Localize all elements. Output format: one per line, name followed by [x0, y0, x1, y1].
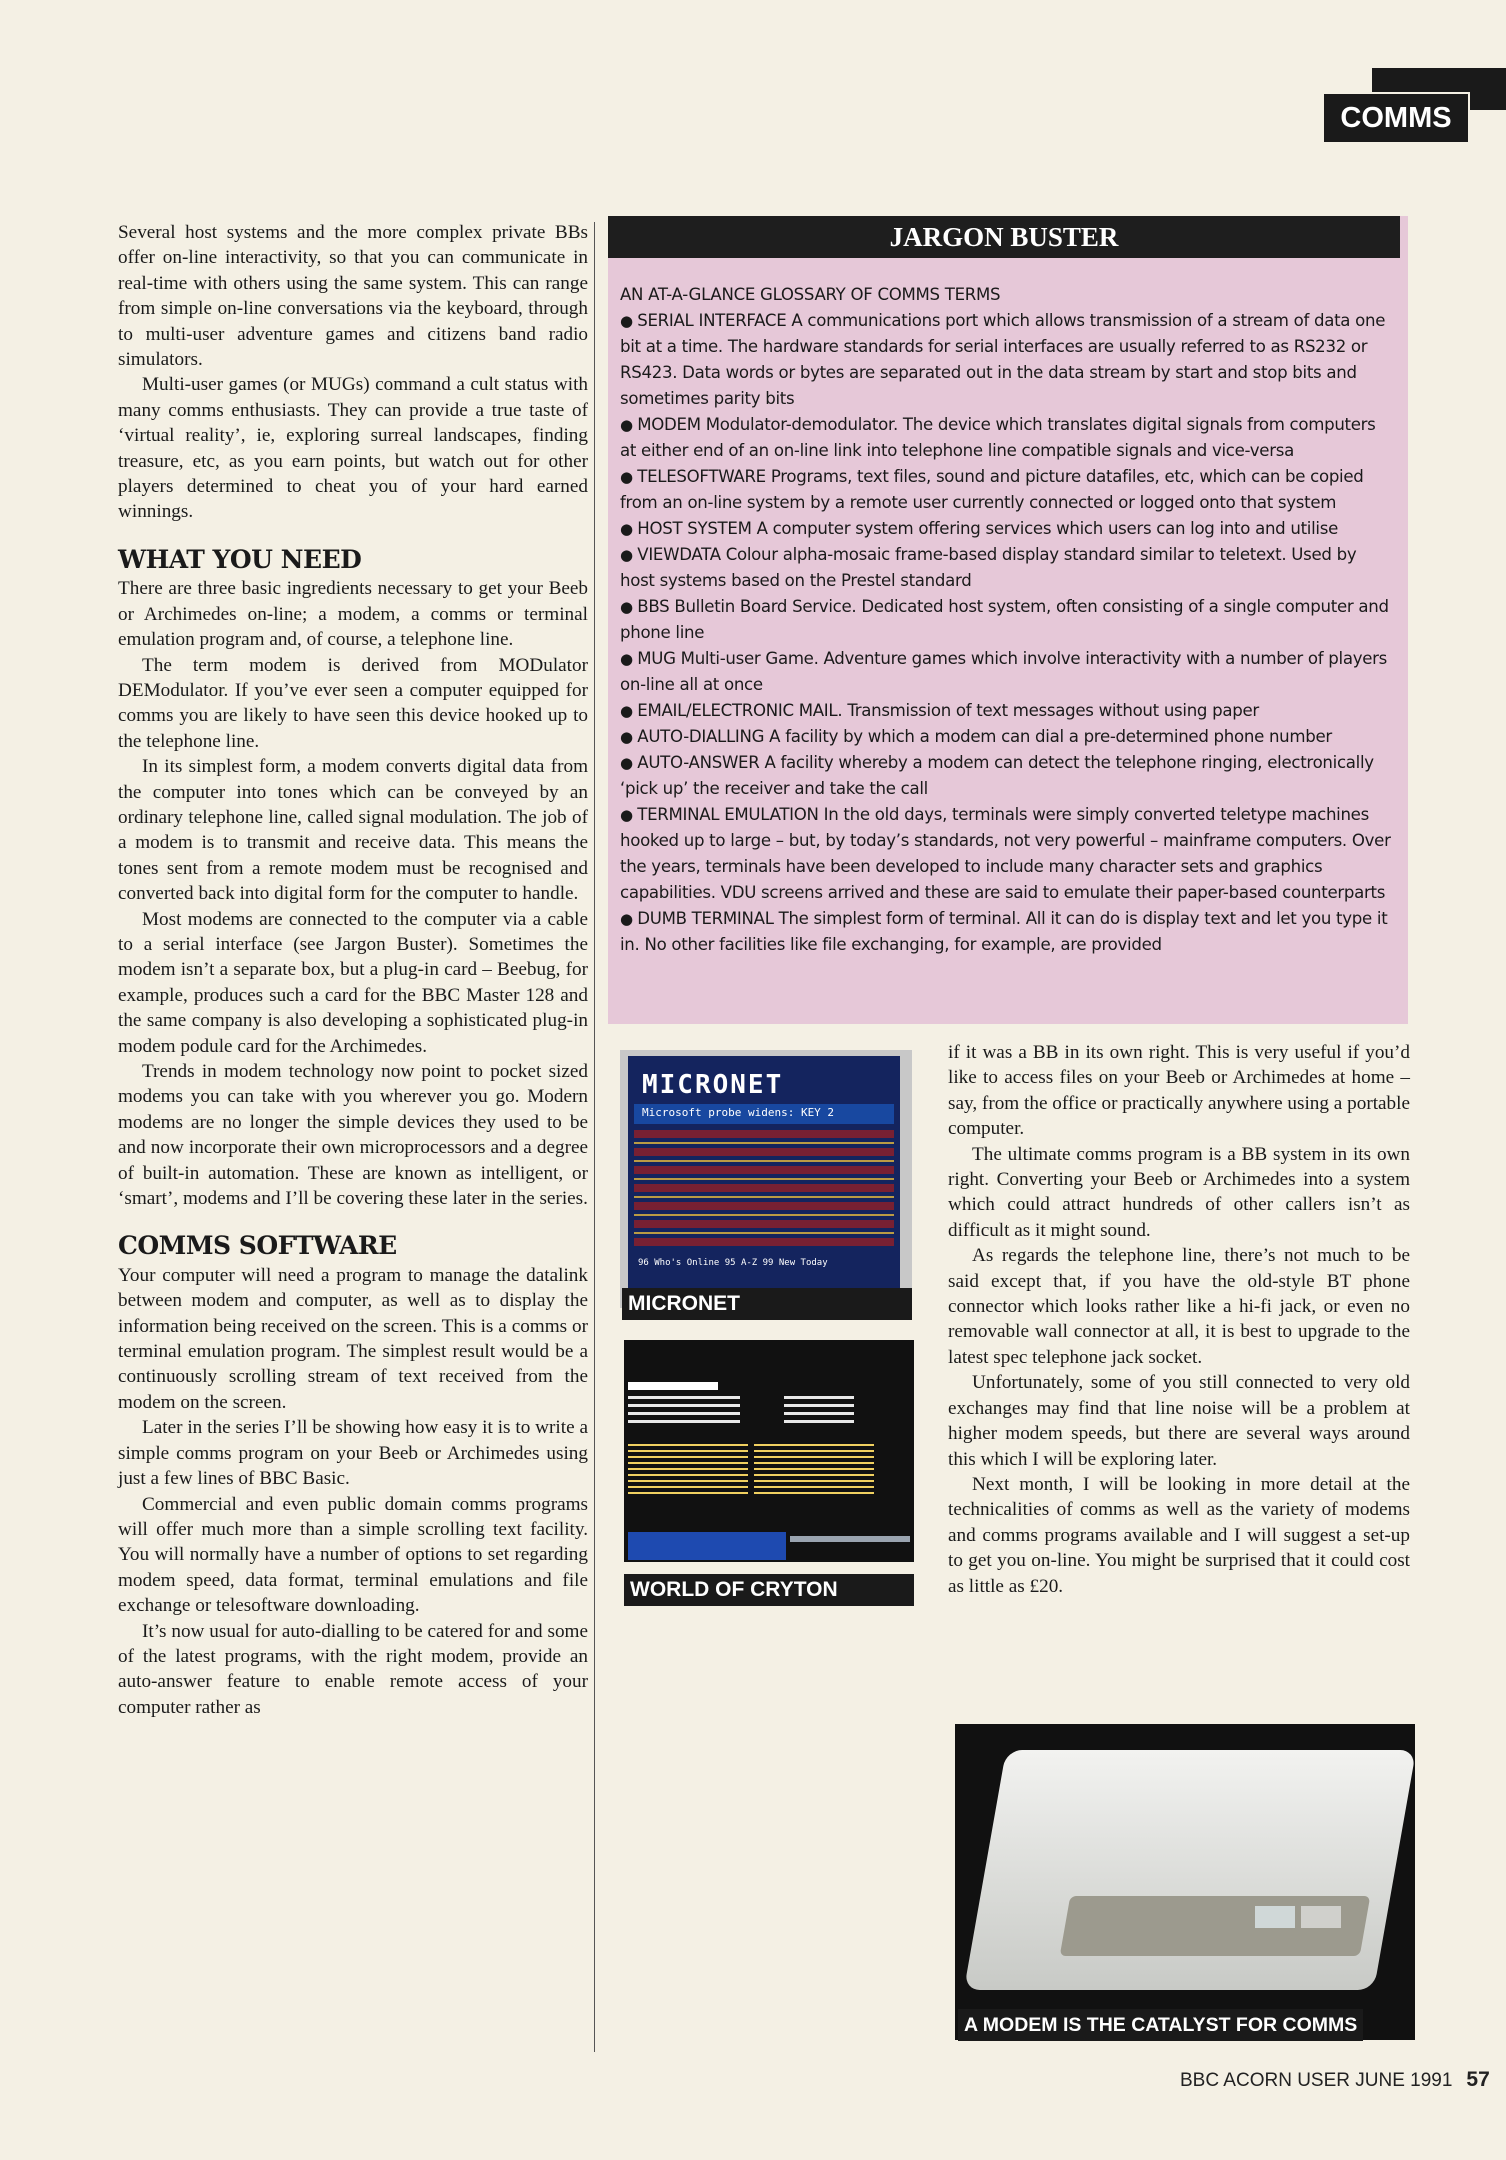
- paragraph: Multi-user games (or MUGs) command a cult status with many comms enthusiasts. They can provide a true taste of ‘virtual reality’, ie, exploring surreal landscapes, finding treasure, etc, as you earn points, but watch out for other players determined to cheat you of your hard earned winnings.: [118, 374, 588, 523]
- glossary-item: [620, 802, 1395, 906]
- bullet-icon: ●: [620, 910, 638, 928]
- glossary-term: AUTO-ANSWER: [637, 753, 765, 772]
- glossary-term: AUTO-DIALLING: [637, 727, 770, 746]
- modem-caption: A MODEM IS THE CATALYST FOR COMMS: [958, 2009, 1363, 2041]
- jargon-buster-body: [620, 282, 1395, 958]
- glossary-definition: A facility whereby a modem can detect the telephone ringing, electronically ‘pick up’ the receiver and take the call: [620, 753, 1374, 798]
- paragraph: As regards the telephone line, there’s not much to be said except that, if you have the old-style BT phone connector which looks rather like a hi-fi jack, or even no removable wall connector at all, it is best to upgrade to the latest spec telephone jack socket.: [948, 1245, 1410, 1368]
- paragraph: Trends in modem technology now point to pocket sized modems you can take with you wherever you go. Modern modems are no longer the simple devices they used to be and now incorporate their own microprocessors and a degree of built-in automation. These are known as intelligent, or ‘smart’, modems and I’ll be covering these later in the series.: [118, 1061, 588, 1210]
- glossary-term: EMAIL/ELECTRONIC MAIL.: [637, 701, 848, 720]
- modem-photo: [955, 1724, 1415, 2040]
- glossary-term: TELESOFTWARE: [637, 467, 771, 486]
- section-tab: COMMS: [1322, 92, 1470, 144]
- paragraph: Your computer will need a program to manage the datalink between modem and computer, as well as to display the information being received on the screen. This is a comms or terminal emulation program. The simplest result would be a continuously scrolling stream of text received from the modem on the screen.: [118, 1264, 588, 1413]
- bullet-icon: ●: [620, 416, 638, 434]
- bullet-icon: ●: [620, 806, 638, 824]
- bullet-icon: ●: [620, 650, 638, 668]
- glossary-definition: A communications port which allows transmission of a stream of data one bit at a time. The hardware standards for serial interfaces are usually referred to as RS232 or RS423. Data words or bytes are separated out in the data stream by start and stop bits and sometimes parity bits: [620, 311, 1386, 408]
- micronet-headline: Microsoft probe widens: KEY 2: [642, 1106, 835, 1119]
- bullet-icon: ●: [620, 702, 638, 720]
- jargon-buster-title: JARGON BUSTER: [608, 216, 1400, 258]
- paragraph: Next month, I will be looking in more detail at the technicalities of comms as well as the variety of modems and comms programs available and I will suggest a set-up to get you on-line. You might be surprised that it could cost as little as £20.: [948, 1473, 1410, 1597]
- paragraph: The ultimate comms program is a BB system in its own right. Converting your Beeb or Archimedes into a system which could attract hundreds of other callers isn’t as difficult as it might sound.: [948, 1143, 1410, 1241]
- micronet-logo: MICRONET: [642, 1070, 784, 1100]
- paragraph: There are three basic ingredients necessary to get your Beeb or Archimedes on-line; a modem, a comms or terminal emulation program and, of course, a telephone line.: [118, 578, 588, 651]
- glossary-definition: Bulletin Board Service. Dedicated host system, often consisting of a single computer and phone line: [620, 597, 1389, 642]
- bullet-icon: ●: [620, 598, 638, 616]
- cryton-screenshot: [624, 1340, 914, 1562]
- glossary-definition: Transmission of text messages without using paper: [847, 701, 1259, 720]
- glossary-item: [620, 516, 1395, 542]
- glossary-term: TERMINAL EMULATION: [637, 805, 824, 824]
- glossary-item: [620, 750, 1395, 802]
- glossary-term: MODEM: [637, 415, 706, 434]
- paragraph: Commercial and even public domain comms programs will offer much more than a simple scrolling text facility. You will normally have a number of options to set regarding modem speed, data format, terminal emulations and file exchange or telesoftware downloading.: [118, 1493, 588, 1617]
- bullet-icon: ●: [620, 520, 638, 538]
- left-column: [118, 220, 588, 1720]
- glossary-definition: Multi-user Game. Adventure games which involve interactivity with a number of players on-line all at once: [620, 649, 1388, 694]
- glossary-definition: The simplest form of terminal. All it can do is display text and let you type it in. No other facilities like file exchanging, for example, are provided: [620, 909, 1388, 954]
- paragraph: It’s now usual for auto-dialling to be catered for and some of the latest programs, with the right modem, provide an auto-answer feature to enable remote access of your computer rather as: [118, 1620, 588, 1718]
- bullet-icon: ●: [620, 754, 638, 772]
- glossary-term: DUMB TERMINAL: [637, 909, 779, 928]
- glossary-definition: Programs, text files, sound and picture datafiles, etc, which can be copied from an on-line system by a remote user currently connected or logged onto that system: [620, 467, 1364, 512]
- micronet-status-line: 96 Who's Online 95 A-Z 99 New Today: [638, 1258, 828, 1268]
- paragraph: In its simplest form, a modem converts digital data from the computer into tones which can be conveyed by an ordinary telephone line, called signal modulation. The job of a modem is to transmit and receive data. This means the tones sent from a remote modem must be recognised and converted back into digital form for the computer to handle.: [118, 756, 588, 905]
- glossary-term: VIEWDATA: [637, 545, 726, 564]
- page-number: 57: [1466, 2068, 1490, 2091]
- glossary-item: [620, 698, 1395, 724]
- glossary-definition: Colour alpha-mosaic frame-based display standard similar to teletext. Used by host systems based on the Prestel standard: [620, 545, 1357, 590]
- paragraph: Unfortunately, some of you still connected to very old exchanges may find that line noise will be a problem at higher modem speeds, but there are several ways around this which I will be exploring later.: [948, 1372, 1410, 1470]
- page-footer: [1180, 2068, 1490, 2092]
- column-rule: [594, 222, 595, 2052]
- section-heading: COMMS SOFTWARE: [118, 1231, 397, 1261]
- right-column: [948, 1040, 1410, 1599]
- paragraph: The term modem is derived from MODulator DEModulator. If you’ve ever seen a computer equipped for comms you are likely to have seen this device hooked up to the telephone line.: [118, 654, 588, 752]
- bullet-icon: ●: [620, 728, 638, 746]
- section-heading: WHAT YOU NEED: [118, 544, 362, 574]
- glossary-term: MUG: [637, 649, 681, 668]
- paragraph: Several host systems and the more complex private BBs offer on-line interactivity, so that you can communicate in real-time with others using the same system. This can range from simple on-line conversations via the keyboard, through to multi-user adventure games and citizens band radio simulators.: [118, 222, 588, 371]
- bullet-icon: ●: [620, 468, 638, 486]
- paragraph: Later in the series I’ll be showing how easy it is to write a simple comms program on your Beeb or Archimedes using just a few lines of BBC Basic.: [118, 1417, 588, 1490]
- glossary-item: [620, 646, 1395, 698]
- glossary-item: [620, 412, 1395, 464]
- paragraph: if it was a BB in its own right. This is very useful if you’d like to access files on your Beeb or Archimedes at home – say, from the office or practically anywhere using a portable computer.: [948, 1042, 1410, 1140]
- glossary-item: [620, 542, 1395, 594]
- glossary-definition: A computer system offering services which users can log into and utilise: [756, 519, 1338, 538]
- glossary-item: [620, 724, 1395, 750]
- glossary-definition: In the old days, terminals were simply converted teletype machines hooked up to large – but, by today’s standards, not very powerful – mainframe computers. Over the years, terminals have been developed to include many character sets and graphics capabilities. VDU screens arrived and these are said to emulate their paper-based counterparts: [620, 805, 1391, 902]
- jargon-buster-subtitle: AN AT-A-GLANCE GLOSSARY OF COMMS TERMS: [620, 285, 1001, 304]
- glossary-term: BBS: [637, 597, 675, 616]
- glossary-item: [620, 308, 1395, 412]
- bullet-icon: ●: [620, 546, 638, 564]
- paragraph: Most modems are connected to the computer via a cable to a serial interface (see Jargon Buster). Sometimes the modem isn’t a separate box, but a plug-in card – Beebug, for example, produces such a card for the BBC Master 128 and the same company is also developing a sophisticated plug-in modem podule card for the Archimedes.: [118, 908, 588, 1057]
- glossary-definition: Modulator-demodulator. The device which translates digital signals from computers at either end of an on-line link into telephone line compatible signals and vice-versa: [620, 415, 1376, 460]
- footer-publication: BBC ACORN USER JUNE 1991: [1180, 2070, 1453, 2091]
- glossary-item: [620, 464, 1395, 516]
- bullet-icon: ●: [620, 312, 638, 330]
- cryton-caption: WORLD OF CRYTON: [624, 1574, 914, 1606]
- micronet-screenshot: [620, 1050, 912, 1308]
- glossary-item: [620, 906, 1395, 958]
- glossary-definition: A facility by which a modem can dial a pre-determined phone number: [769, 727, 1332, 746]
- glossary-term: SERIAL INTERFACE: [637, 311, 792, 330]
- micronet-caption: MICRONET: [622, 1288, 912, 1320]
- glossary-item: [620, 594, 1395, 646]
- glossary-term: HOST SYSTEM: [637, 519, 757, 538]
- glossary-list: [620, 308, 1395, 958]
